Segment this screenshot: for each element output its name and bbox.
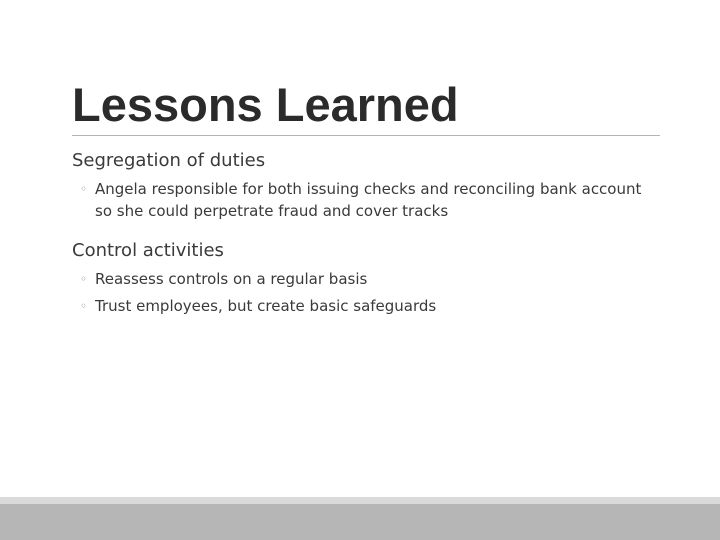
bullet-text: Angela responsible for both issuing checks and reconciling bank account so she could perpetrate fraud and cover tracks — [95, 180, 642, 220]
section-heading-control: Control activities — [72, 240, 224, 261]
bullet-icon: ◦ — [80, 182, 88, 196]
bullet-item — [72, 178, 662, 222]
bullet-text: Trust employees, but create basic safeguards — [95, 297, 437, 315]
section-heading-segregation: Segregation of duties — [72, 150, 266, 171]
footer-band-dark — [0, 504, 720, 540]
slide-title: Lessons Learned — [72, 78, 459, 131]
section-bullets-segregation — [72, 178, 662, 222]
section-bullets-control — [72, 268, 662, 317]
bullet-item — [72, 295, 662, 317]
footer-band-light — [0, 497, 720, 504]
bullet-text: Reassess controls on a regular basis — [95, 270, 368, 288]
bullet-icon: ◦ — [80, 272, 88, 286]
bullet-icon: ◦ — [80, 299, 88, 313]
bullet-item — [72, 268, 662, 290]
title-divider — [72, 135, 660, 136]
slide-content — [72, 147, 662, 332]
